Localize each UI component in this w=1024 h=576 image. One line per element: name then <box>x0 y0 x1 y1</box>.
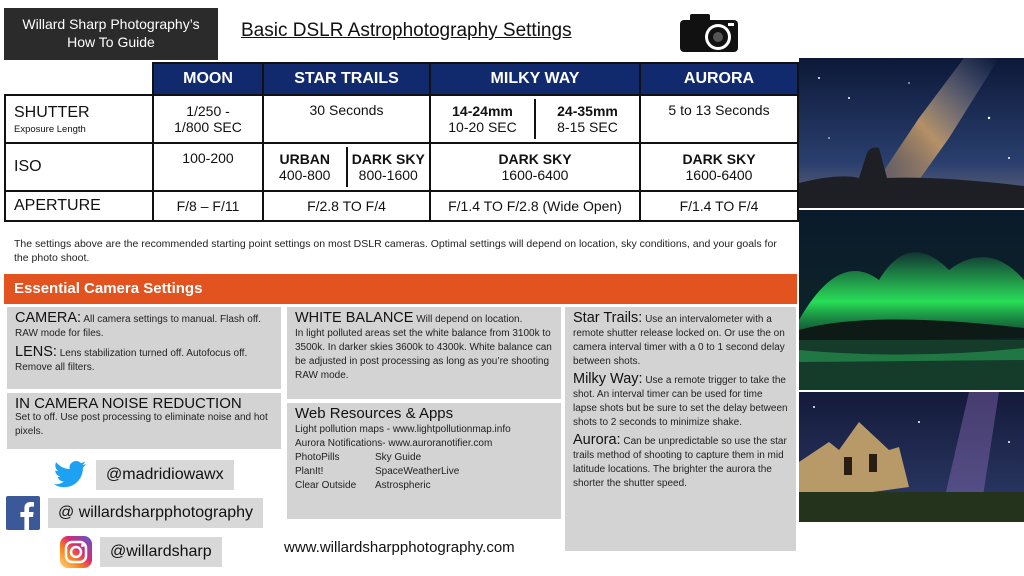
app-name: PhotoPills <box>295 452 340 463</box>
iso-mw-val: 1600-6400 <box>501 167 569 183</box>
app-name: Clear Outside <box>295 480 357 491</box>
facebook-handle: @ willardsharpphotography <box>48 498 263 528</box>
cell-iso-moon: 100-200 <box>153 143 263 191</box>
app-name: SpaceWeatherLive <box>375 466 460 477</box>
web-link-light-pollution[interactable]: Light pollution maps - www.lightpollutionmap.info <box>295 424 511 435</box>
aurora-text: Can be unpredictable so use the star trails method of shooting to capture them in mid latitude locations. The brighter the aurora the shorter the shutter speed. <box>573 436 787 489</box>
row-label-shutter <box>5 95 153 143</box>
noise-text: Set to off. Use post processing to eliminate noise and hot pixels. <box>15 412 268 437</box>
ruins-night-photo <box>799 392 1024 522</box>
iso-aurora-head: DARK SKY <box>682 151 756 167</box>
iso-urban-val: 400-800 <box>279 167 331 183</box>
brand-line-2: How To Guide <box>67 34 155 50</box>
milky-way-photo <box>799 58 1024 208</box>
mw-focal-b: 24-35mm <box>557 103 618 119</box>
cell-aperture-milky-way: F/1.4 TO F/2.8 (Wide Open) <box>430 191 640 221</box>
noise-reduction-panel <box>6 392 282 450</box>
cell-iso-aurora <box>640 143 798 191</box>
wb-text: In light polluted areas set the white balance from 3100k to 3500k. In darker skies 3600k to 4300k. White balance can be adjusted in post processing as long as you’re shooting RAW mode. <box>295 328 552 381</box>
aurora-head: Aurora: <box>573 432 621 448</box>
row-label-aperture: APERTURE <box>5 191 153 221</box>
col-header-moon: MOON <box>153 63 263 95</box>
app-row <box>295 465 553 479</box>
shutter-label: SHUTTER <box>14 103 90 121</box>
facebook-link[interactable] <box>6 496 263 530</box>
essential-settings-heading: Essential Camera Settings <box>4 274 797 304</box>
web-link-aurora[interactable]: Aurora Notifications- www.auroranotifier.com <box>295 438 493 449</box>
app-row <box>295 451 553 465</box>
mw-focal-a: 14-24mm <box>452 103 513 119</box>
camera-head: CAMERA: <box>15 310 82 326</box>
shutter-sublabel: Exposure Length <box>14 123 86 135</box>
col-header-star-trails: STAR TRAILS <box>263 63 430 95</box>
app-name: Astrospheric <box>375 480 431 491</box>
lens-text: Lens stabilization turned off. Autofocus off. Remove all filters. <box>15 348 248 373</box>
app-row <box>295 479 553 493</box>
milky-way-text: Use a remote trigger to take the shot. An interval timer can be used for time lapse shots but be sure to set the delay between shots to 2 seconds to minimize shake. <box>573 375 788 428</box>
aurora-photo <box>799 210 1024 390</box>
shooting-tips-panel <box>564 306 797 552</box>
iso-mw-head: DARK SKY <box>498 151 572 167</box>
col-header-aurora: AURORA <box>640 63 798 95</box>
cell-shutter-star-trails: 30 Seconds <box>263 95 430 143</box>
cell-shutter-moon: 1/250 - 1/800 SEC <box>153 95 263 143</box>
cell-aperture-moon: F/8 – F/11 <box>153 191 263 221</box>
twitter-handle: @madridiowawx <box>96 460 234 490</box>
instagram-link[interactable] <box>60 536 222 568</box>
instagram-icon <box>60 536 92 568</box>
brand-box <box>4 8 218 60</box>
table-corner <box>5 63 153 95</box>
cell-aperture-star-trails: F/2.8 TO F/4 <box>263 191 430 221</box>
col-header-milky-way: MILKY WAY <box>430 63 640 95</box>
white-balance-panel <box>286 306 562 400</box>
lens-head: LENS: <box>15 344 57 360</box>
twitter-link[interactable] <box>52 460 234 490</box>
camera-icon <box>678 10 740 54</box>
settings-note: The settings above are the recommended starting point settings on most DSLR cameras. Optimal settings will depend on location, sky conditions, and your goals for the photo shoot. <box>14 238 777 264</box>
app-name: PlanIt! <box>295 466 324 477</box>
cell-aperture-aurora: F/1.4 TO F/4 <box>640 191 798 221</box>
milky-way-head: Milky Way: <box>573 371 643 387</box>
web-head: Web Resources & Apps <box>295 405 454 422</box>
app-name: Sky Guide <box>375 452 422 463</box>
website-link[interactable]: www.willardsharpphotography.com <box>284 539 515 556</box>
noise-head: IN CAMERA NOISE REDUCTION <box>15 395 242 412</box>
wb-inline: Will depend on location. <box>416 314 523 325</box>
web-resources-panel <box>286 402 562 520</box>
star-trails-text: Use an intervalometer with a remote shutter release locked on. Or use the on camera interval timer with a 0 to 1 second delay between shots. <box>573 314 785 367</box>
star-trails-head: Star Trails: <box>573 310 643 326</box>
page-title: Basic DSLR Astrophotography Settings <box>241 20 572 41</box>
facebook-icon <box>6 496 40 530</box>
iso-dark-val: 800-1600 <box>358 167 418 183</box>
iso-aurora-val: 1600-6400 <box>685 167 753 183</box>
twitter-icon <box>52 460 88 490</box>
cell-iso-star-trails <box>263 143 430 191</box>
row-label-iso: ISO <box>5 143 153 191</box>
instagram-handle: @willardsharp <box>100 537 222 567</box>
cell-iso-milky-way <box>430 143 640 191</box>
camera-text: All camera settings to manual. Flash off. RAW mode for files. <box>15 314 261 339</box>
cell-shutter-milky-way <box>430 95 640 143</box>
wb-head: WHITE BALANCE <box>295 310 414 326</box>
iso-urban-head: URBAN <box>279 151 331 167</box>
mw-time-a: 10-20 SEC <box>448 119 517 135</box>
mw-time-b: 8-15 SEC <box>557 119 618 135</box>
camera-lens-panel <box>6 306 282 390</box>
brand-line-1: Willard Sharp Photography’s <box>22 16 200 32</box>
settings-table <box>4 62 799 222</box>
cell-shutter-aurora: 5 to 13 Seconds <box>640 95 798 143</box>
iso-dark-head: DARK SKY <box>351 151 425 167</box>
